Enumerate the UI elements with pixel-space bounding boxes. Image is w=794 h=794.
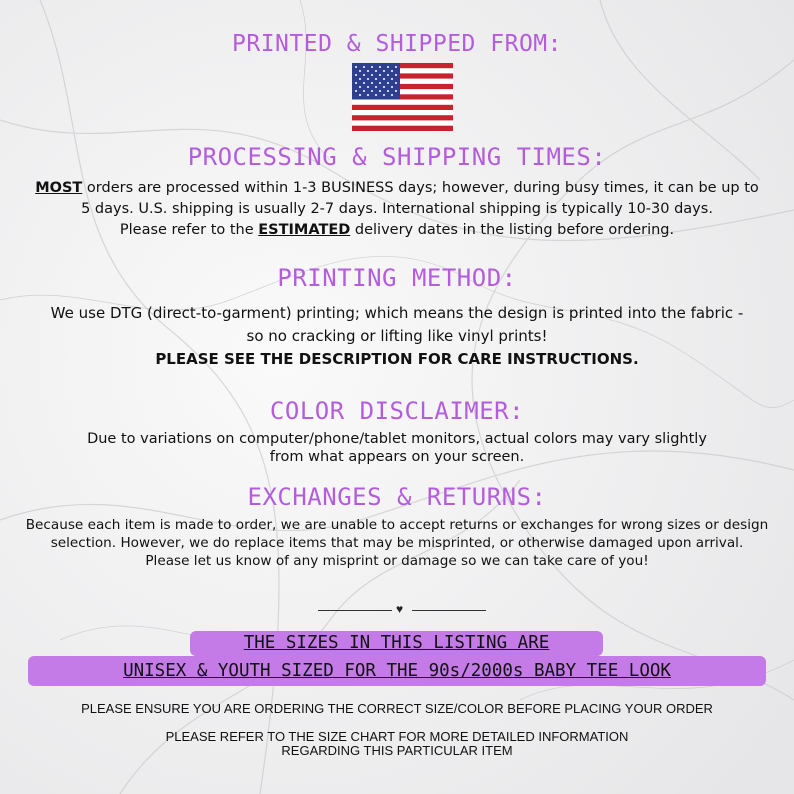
exchanges-line-1: Because each item is made to order, we are unable to accept returns or exchanges for wrong sizes or design [25,517,769,533]
divider-line-left [318,610,392,611]
exchanges-line-3: Please let us know of any misprint or damage so we can take care of you! [145,553,649,569]
estimated-emphasis: ESTIMATED [258,222,351,238]
processing-line-2: 5 days. U.S. shipping is usually 2-7 days. International shipping is typically 10-30 days. [81,201,713,217]
sizes-banner-line-2: UNISEX & YOUTH SIZED FOR THE 90s/2000s BABY TEE LOOK [28,656,766,686]
color-disclaimer-heading: COLOR DISCLAIMER: [269,397,525,425]
processing-line-1-rest: orders are processed within 1-3 BUSINESS days; however, during busy times, it can be up to [82,180,759,196]
color-text [0,430,794,466]
care-instructions-note: PLEASE SEE THE DESCRIPTION FOR CARE INSTRUCTIONS. [155,350,639,368]
size-chart-note: PLEASE REFER TO THE SIZE CHART FOR MORE DETAILED INFORMATION [165,729,629,744]
color-line-1: Due to variations on computer/phone/tablet monitors, actual colors may vary slightly [87,431,707,447]
processing-line-3 [0,220,794,241]
processing-line-1 [0,178,794,199]
printing-heading: PRINTING METHOD: [277,264,517,292]
printing-line-1: We use DTG (direct-to-garment) printing; which means the design is printed into the fabric - [50,304,744,322]
sizes-banner-line-1: THE SIZES IN THIS LISTING ARE [190,631,603,656]
color-line-2: from what appears on your screen. [269,449,525,465]
size-chart-note-continued: REGARDING THIS PARTICULAR ITEM [281,743,513,758]
processing-line-3-post: delivery dates in the listing before ordering. [350,222,675,238]
printing-text [0,302,794,371]
exchanges-text [0,516,794,570]
printing-line-2: so no cracking or lifting like vinyl prints! [246,327,548,345]
size-color-warning: PLEASE ENSURE YOU ARE ORDERING THE CORRECT SIZE/COLOR BEFORE PLACING YOUR ORDER [81,701,713,716]
us-flag-icon [352,63,453,131]
exchanges-line-2: selection. However, we do replace items that may be misprinted, or otherwise damaged upon arrival. [50,535,744,551]
divider-line-right [412,610,486,611]
processing-heading: PROCESSING & SHIPPING TIMES: [187,143,607,171]
processing-text [0,178,794,241]
printed-from-heading: PRINTED & SHIPPED FROM: [232,31,562,57]
processing-line-3-pre: Please refer to the [119,222,259,238]
heart-icon: ♥ [396,602,404,616]
most-emphasis: MOST [35,180,83,196]
exchanges-heading: EXCHANGES & RETURNS: [247,483,547,511]
heart-divider [318,602,486,618]
